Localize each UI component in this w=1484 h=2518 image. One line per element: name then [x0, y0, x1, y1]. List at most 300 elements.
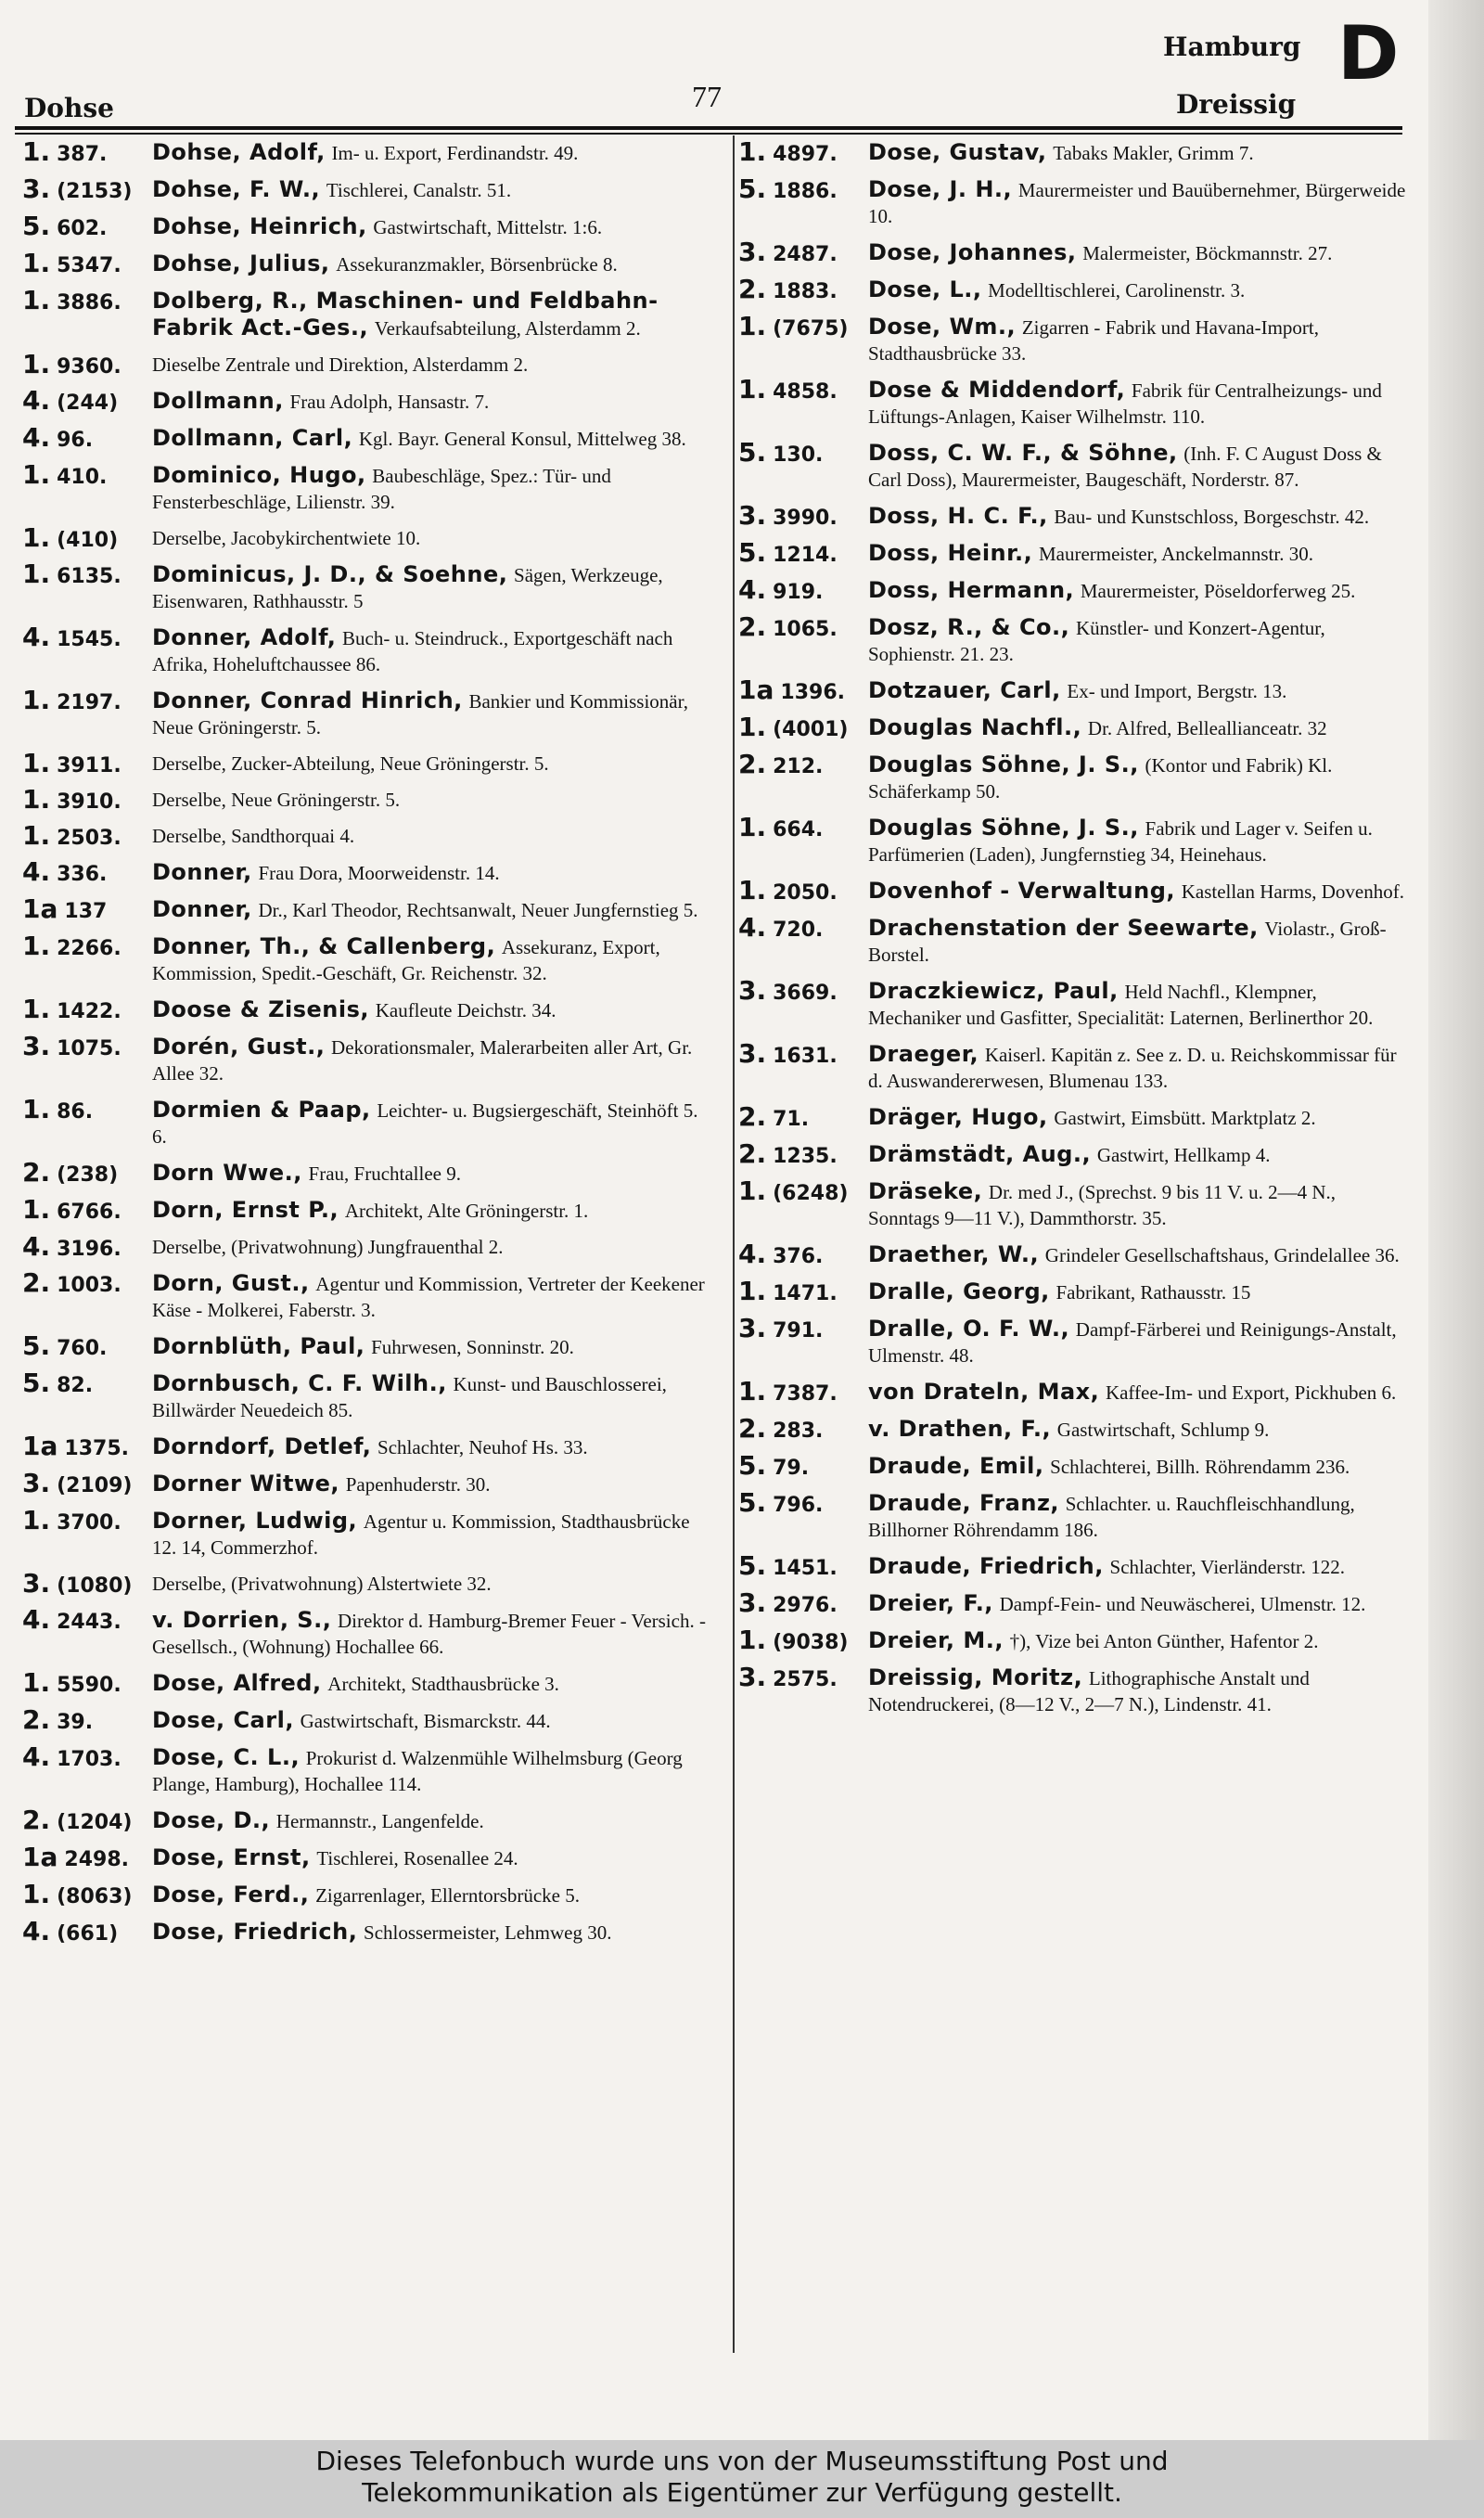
subscriber-name: Dose, Ferd.,	[152, 1882, 310, 1908]
directory-entry	[738, 1627, 1410, 1654]
phone-number: 1631.	[773, 1045, 838, 1068]
directory-entry	[738, 1550, 1410, 1581]
subscriber-name: Dorner, Ludwig,	[152, 1508, 358, 1534]
subscriber-name: Doss, Heinr.,	[868, 540, 1033, 566]
entry-number	[738, 1038, 868, 1070]
entry-number	[22, 1667, 152, 1699]
subscriber-details: Tabaks Makler, Grimm 7.	[1053, 142, 1254, 164]
exchange-office: 2.	[738, 274, 767, 304]
subscriber-name: Donner,	[152, 859, 252, 885]
directory-entry	[738, 173, 1410, 229]
subscriber-details: Fuhrwesen, Sonninstr. 20.	[371, 1336, 574, 1358]
exchange-office: 1.	[22, 459, 51, 490]
entry-number	[22, 1505, 152, 1536]
exchange-office: 3.	[738, 975, 767, 1006]
phone-number: 720.	[773, 919, 824, 942]
exchange-office: 3.	[738, 1587, 767, 1618]
directory-entry	[738, 875, 1410, 906]
subscriber-name: Doss, C. W. F., & Söhne,	[868, 440, 1178, 466]
entry-number	[22, 422, 152, 454]
entry-number	[22, 624, 152, 653]
directory-entry	[22, 893, 714, 924]
subscriber-name: Dräseke,	[868, 1178, 983, 1204]
subscriber-details: Dampf-Fein- und Neuwäscherei, Ulmenstr. 12.	[999, 1593, 1366, 1615]
header-rule-thick	[15, 126, 1402, 130]
exchange-office: 1.	[22, 522, 51, 553]
subscriber-name: Dorn, Gust.,	[152, 1270, 310, 1296]
phone-number: 336.	[57, 863, 108, 886]
subscriber-details: Derselbe, (Privatwohnung) Alstertwiete 32.	[152, 1573, 492, 1595]
phone-number: 82.	[57, 1374, 94, 1397]
subscriber-name: Dollmann,	[152, 388, 284, 414]
entry-number	[738, 674, 868, 706]
entry-number	[738, 875, 868, 906]
footer-notice	[0, 2440, 1484, 2518]
subscriber-name: Draude, Emil,	[868, 1453, 1044, 1479]
phone-number: 7387.	[773, 1382, 838, 1406]
entry-number	[738, 975, 868, 1007]
directory-entry	[738, 975, 1410, 1031]
exchange-office: 5.	[738, 1450, 767, 1481]
phone-number: 86.	[57, 1100, 94, 1124]
directory-entry	[22, 820, 714, 851]
phone-number: (7675)	[773, 317, 849, 340]
entry-number	[22, 1604, 152, 1636]
phone-number: (661)	[57, 1922, 119, 1946]
exchange-office: 1.	[22, 784, 51, 815]
subscriber-name: Dohse, F. W.,	[152, 176, 321, 202]
directory-entry	[22, 1844, 714, 1871]
subscriber-details: Malermeister, Böckmannstr. 27.	[1082, 242, 1333, 264]
phone-number: 791.	[773, 1319, 824, 1343]
entry-number	[738, 1138, 868, 1170]
subscriber-details: Gastwirt, Hellkamp 4.	[1096, 1144, 1271, 1166]
subscriber-details: Prokurist d. Walzenmühle Wilhelmsburg (Georg Plange, Hamburg), Hochallee 114.	[152, 1747, 683, 1795]
column-divider	[733, 135, 735, 2353]
subscriber-details: Buch- u. Steindruck., Exportgeschäft nach Afrika, Hoheluftchaussee 86.	[152, 627, 673, 675]
entry-number	[738, 574, 868, 606]
directory-entry	[738, 1587, 1410, 1618]
subscriber-details: Maurermeister, Pöseldorferweg 25.	[1080, 580, 1356, 602]
phone-number: 137	[64, 900, 108, 923]
exchange-office: 1.	[22, 559, 51, 589]
entry-number	[738, 1175, 868, 1207]
subscriber-details: Kgl. Bayr. General Konsul, Mittelweg 38.	[358, 428, 686, 450]
header-rule-thin	[15, 133, 1402, 135]
subscriber-details: Fabrik und Lager v. Seifen u. Parfümerien (Laden), Jungfernstieg 34, Heinehaus.	[868, 817, 1373, 866]
subscriber-details: Violastr., Groß-Borstel.	[868, 918, 1387, 966]
exchange-office: 1.	[738, 1276, 767, 1306]
subscriber-name: Doss, H. C. F.,	[868, 503, 1048, 529]
directory-entry	[738, 812, 1410, 867]
entry-number	[22, 1031, 152, 1062]
subscriber-name: Dreier, M.,	[868, 1627, 1004, 1653]
subscriber-name: Dorndorf, Detlef,	[152, 1433, 372, 1459]
subscriber-name: Dollmann, Carl,	[152, 425, 353, 451]
entry-number	[22, 173, 152, 205]
directory-entry	[22, 349, 714, 379]
phone-number: 3669.	[773, 982, 838, 1005]
subscriber-name: Dreier, F.,	[868, 1590, 993, 1616]
phone-number: 2575.	[773, 1668, 838, 1691]
subscriber-details: Gastwirt, Eimsbütt. Marktplatz 2.	[1054, 1107, 1316, 1129]
directory-entry	[22, 1267, 714, 1323]
directory-entry	[22, 1433, 714, 1460]
phone-number: 1214.	[773, 544, 838, 567]
exchange-office: 4.	[22, 1231, 51, 1262]
subscriber-details: Sägen, Werkzeuge, Eisenwaren, Rathhausstr. 5	[152, 564, 663, 612]
phone-number: 3911.	[57, 754, 122, 777]
subscriber-details: Grindeler Gesellschaftshaus, Grindelallee 36.	[1044, 1244, 1400, 1266]
subscriber-details: Assekuranzmakler, Börsenbrücke 8.	[336, 253, 618, 276]
phone-number: 376.	[773, 1245, 824, 1268]
exchange-office: 1.	[22, 1667, 51, 1698]
directory-entry	[22, 522, 714, 553]
exchange-office: 5.	[738, 437, 767, 468]
subscriber-name: Donner,	[152, 896, 252, 922]
exchange-office: 1.	[22, 994, 51, 1024]
footer-line-1: Dieses Telefonbuch wurde uns von der Museumsstiftung Post und	[315, 2446, 1169, 2476]
entry-number	[22, 1330, 152, 1362]
exchange-office: 4.	[22, 422, 51, 453]
entry-number	[738, 1241, 868, 1270]
entry-number	[738, 173, 868, 205]
subscriber-name: Dosz, R., & Co.,	[868, 614, 1070, 640]
directory-entry	[738, 1313, 1410, 1368]
entry-number	[738, 239, 868, 268]
phone-number: 387.	[57, 143, 108, 166]
subscriber-details: Verkaufsabteilung, Alsterdamm 2.	[374, 317, 641, 340]
directory-entry	[22, 1667, 714, 1698]
phone-number: (4001)	[773, 718, 849, 741]
phone-number: 283.	[773, 1420, 824, 1443]
subscriber-details: Dieselbe Zentrale und Direktion, Alsterdamm 2.	[152, 353, 529, 376]
entry-number	[22, 1916, 152, 1947]
entry-number	[22, 996, 152, 1025]
exchange-office: 2.	[738, 749, 767, 779]
directory-entry	[738, 1278, 1410, 1305]
entry-number	[22, 1194, 152, 1226]
exchange-office: 3.	[22, 173, 51, 204]
phone-number: 39.	[57, 1711, 94, 1734]
directory-entry	[738, 674, 1410, 705]
subscriber-details: (Kontor und Fabrik) Kl. Schäferkamp 50.	[868, 754, 1333, 803]
directory-entry	[738, 714, 1410, 741]
directory-entry	[22, 285, 714, 341]
directory-entry	[22, 1370, 714, 1423]
exchange-office: 4.	[22, 1916, 51, 1946]
subscriber-details: Dr. med J., (Sprechst. 9 bis 11 V. u. 2—4 N., Sonntags 9—11 V.), Dammthorstr. 35.	[868, 1181, 1337, 1229]
subscriber-name: Dornblüth, Paul,	[152, 1333, 365, 1359]
directory-entry	[738, 1175, 1410, 1231]
entry-number	[22, 213, 152, 242]
entry-number	[738, 136, 868, 168]
directory-entry	[22, 1505, 714, 1561]
subscriber-details: (Inh. F. C August Doss & Carl Doss), Maurermeister, Baugeschäft, Norderstr. 87.	[868, 443, 1382, 491]
subscriber-name: Doose & Zisenis,	[152, 996, 370, 1022]
subscriber-details: Schlachter. u. Rauchfleischhandlung, Billhorner Röhrendamm 186.	[868, 1493, 1355, 1541]
entry-number	[738, 537, 868, 569]
entry-number	[22, 385, 152, 417]
exchange-office: 3.	[738, 500, 767, 531]
page-edge-shadow	[1428, 0, 1484, 2440]
entry-number	[738, 437, 868, 469]
phone-number: 602.	[57, 217, 108, 240]
exchange-office: 5.	[22, 1330, 51, 1361]
subscriber-details: Leichter- u. Bugsiergeschäft, Steinhöft 5. 6.	[152, 1099, 698, 1148]
exchange-office: 2.	[738, 611, 767, 642]
directory-entry	[22, 996, 714, 1023]
subscriber-name: Dose, L.,	[868, 276, 982, 302]
directory-entry	[22, 136, 714, 167]
subscriber-details: Dekorationsmaler, Malerarbeiten aller Art, Gr. Allee 32.	[152, 1036, 693, 1085]
exchange-office: 4.	[22, 622, 51, 652]
phone-number: 2266.	[57, 937, 122, 960]
subscriber-details: Fabrik für Centralheizungs- und Lüftungs-Anlagen, Kaiser Wilhelmstr. 110.	[868, 379, 1382, 428]
subscriber-details: Lithographische Anstalt und Notendruckerei, (8—12 V., 2—7 N.), Lindenstr. 41.	[868, 1667, 1310, 1715]
left-column	[22, 136, 714, 1956]
exchange-office: 4.	[22, 1604, 51, 1635]
subscriber-name: Dorn, Ernst P.,	[152, 1197, 339, 1223]
phone-number: 796.	[773, 1494, 824, 1517]
subscriber-details: Derselbe, Jacobykirchentwiete 10.	[152, 527, 421, 549]
phone-number: (1204)	[57, 1811, 133, 1834]
phone-number: 212.	[773, 755, 824, 778]
subscriber-name: Dose, Ernst,	[152, 1844, 311, 1870]
exchange-office: 1.	[22, 748, 51, 778]
exchange-office: 1.	[22, 1879, 51, 1909]
directory-entry	[738, 1101, 1410, 1132]
entry-number	[22, 459, 152, 491]
directory-entry	[738, 1450, 1410, 1481]
entry-number	[738, 1413, 868, 1445]
subscriber-details: Kaiserl. Kapitän z. See z. D. u. Reichskommissar für d. Auswandererwesen, Blumenau 133.	[868, 1044, 1397, 1092]
subscriber-details: Gastwirtschaft, Bismarckstr. 44.	[300, 1710, 551, 1732]
exchange-office: 1a	[22, 1842, 58, 1872]
exchange-office: 1a	[22, 893, 58, 924]
subscriber-name: Dose, Gustav,	[868, 139, 1047, 165]
subscriber-name: Dornbusch, C. F. Wilh.,	[152, 1370, 447, 1396]
phone-number: 1545.	[57, 628, 122, 651]
exchange-office: 3.	[738, 1313, 767, 1343]
phone-number: (2109)	[57, 1474, 133, 1497]
exchange-office: 1.	[738, 812, 767, 842]
subscriber-details: Hermannstr., Langenfelde.	[275, 1810, 484, 1832]
exchange-office: 1.	[22, 931, 51, 961]
subscriber-details: Maurermeister, Anckelmannstr. 30.	[1038, 543, 1313, 565]
exchange-office: 5.	[738, 173, 767, 204]
directory-entry	[738, 1664, 1410, 1717]
subscriber-name: Douglas Nachfl.,	[868, 714, 1082, 740]
directory-entry	[738, 311, 1410, 366]
entry-number	[738, 1664, 868, 1693]
subscriber-name: von Drateln, Max,	[868, 1379, 1100, 1405]
subscriber-name: Douglas Söhne, J. S.,	[868, 815, 1139, 841]
exchange-office: 2.	[22, 1267, 51, 1298]
phone-number: 1396.	[780, 681, 845, 704]
subscriber-name: Draeger,	[868, 1041, 979, 1067]
phone-number: 919.	[773, 581, 824, 604]
subscriber-name: Drämstädt, Aug.,	[868, 1141, 1092, 1167]
exchange-office: 3.	[738, 1038, 767, 1069]
phone-number: 3196.	[57, 1238, 122, 1261]
entry-number	[738, 611, 868, 643]
directory-entry	[22, 1807, 714, 1834]
subscriber-details: Derselbe, Zucker-Abteilung, Neue Gröningerstr. 5.	[152, 752, 549, 775]
phone-number: 3886.	[57, 291, 122, 315]
subscriber-details: Zigarrenlager, Ellerntorsbrücke 5.	[315, 1884, 580, 1907]
exchange-office: 5.	[738, 1487, 767, 1518]
directory-entry	[22, 1330, 714, 1361]
directory-entry	[22, 1604, 714, 1660]
entry-number	[22, 687, 152, 716]
running-head-left: Dohse	[24, 93, 114, 123]
entry-number	[22, 349, 152, 380]
directory-entry	[22, 1157, 714, 1188]
phone-number: 1883.	[773, 280, 838, 303]
phone-number: 3990.	[773, 507, 838, 530]
entry-number	[738, 1376, 868, 1407]
phone-number: 2050.	[773, 881, 838, 905]
exchange-office: 2.	[22, 1805, 51, 1835]
phone-number: 760.	[57, 1337, 108, 1360]
subscriber-name: Dose & Middendorf,	[868, 377, 1126, 403]
entry-number	[738, 500, 868, 532]
subscriber-name: Dohse, Julius,	[152, 251, 330, 276]
subscriber-name: v. Dorrien, S.,	[152, 1607, 332, 1633]
exchange-office: 2.	[22, 1704, 51, 1735]
subscriber-name: Dotzauer, Carl,	[868, 677, 1061, 703]
directory-entry	[22, 1741, 714, 1797]
phone-number: 6766.	[57, 1201, 122, 1224]
directory-entry	[738, 574, 1410, 605]
directory-entry	[738, 276, 1410, 303]
phone-number: 96.	[57, 429, 94, 452]
subscriber-name: Drachenstation der Seewarte,	[868, 915, 1259, 941]
subscriber-details: Architekt, Stadthausbrücke 3.	[327, 1673, 559, 1695]
exchange-office: 1.	[738, 1175, 767, 1206]
directory-entry	[22, 248, 714, 278]
entry-number	[22, 1704, 152, 1736]
entry-number	[22, 1157, 152, 1188]
subscriber-details: Architekt, Alte Gröningerstr. 1.	[344, 1200, 589, 1222]
entry-number	[738, 1627, 868, 1656]
subscriber-name: Donner, Conrad Hinrich,	[152, 687, 463, 713]
subscriber-details: Gastwirtschaft, Mittelstr. 1:6.	[373, 216, 603, 238]
subscriber-details: Bankier und Kommissionär, Neue Gröningerstr. 5.	[152, 690, 689, 739]
exchange-office: 5.	[22, 1368, 51, 1398]
subscriber-name: Dreissig, Moritz,	[868, 1664, 1083, 1690]
phone-number: 5347.	[57, 254, 122, 277]
exchange-office: 1.	[22, 136, 51, 167]
subscriber-details: Derselbe, (Privatwohnung) Jungfrauenthal 2.	[152, 1236, 504, 1258]
phone-number: (8063)	[57, 1885, 133, 1908]
entry-number	[738, 1313, 868, 1344]
directory-entry	[738, 374, 1410, 430]
subscriber-name: Draczkiewicz, Paul,	[868, 978, 1119, 1004]
subscriber-name: Dralle, Georg,	[868, 1278, 1050, 1304]
directory-entry	[738, 1487, 1410, 1543]
subscriber-name: Dose, C. L.,	[152, 1744, 301, 1770]
subscriber-details: Dr., Karl Theodor, Rechtsanwalt, Neuer Jungfernstieg 5.	[258, 899, 698, 921]
directory-entry	[22, 1568, 714, 1599]
subscriber-name: v. Drathen, F.,	[868, 1416, 1052, 1442]
subscriber-details: Dampf-Färberei und Reinigungs-Anstalt, Ulmenstr. 48.	[868, 1318, 1397, 1367]
entry-number	[738, 1587, 868, 1619]
running-head-right: Dreissig	[1176, 89, 1297, 120]
exchange-office: 1.	[22, 1094, 51, 1124]
entry-number	[22, 748, 152, 779]
entry-number	[22, 1468, 152, 1499]
subscriber-name: Dose, Friedrich,	[152, 1919, 358, 1945]
phone-number: 1375.	[64, 1437, 129, 1460]
phone-number: 1451.	[773, 1557, 838, 1580]
entry-number	[22, 1370, 152, 1399]
subscriber-name: Dorn Wwe.,	[152, 1160, 302, 1186]
subscriber-details: Baubeschläge, Spez.: Tür- und Fensterbeschläge, Lilienstr. 39.	[152, 465, 611, 513]
entry-number	[738, 1550, 868, 1582]
subscriber-name: Dose, D.,	[152, 1807, 271, 1833]
phone-number: 5590.	[57, 1674, 122, 1697]
subscriber-details: Papenhuderstr. 30.	[345, 1473, 491, 1496]
entry-number	[738, 912, 868, 944]
subscriber-details: Kastellan Harms, Dovenhof.	[1181, 880, 1404, 903]
entry-number	[22, 933, 152, 962]
directory-entry	[22, 624, 714, 677]
directory-entry	[738, 912, 1410, 968]
phone-number: (6248)	[773, 1182, 849, 1205]
entry-number	[22, 893, 152, 925]
subscriber-details: Direktor d. Hamburg-Bremer Feuer - Versich. - Gesellsch., (Wohnung) Hochallee 66.	[152, 1610, 706, 1658]
subscriber-details: Assekuranz, Export, Kommission, Spedit.-Geschäft, Gr. Reichenstr. 32.	[152, 936, 660, 984]
subscriber-details: Derselbe, Sandthorquai 4.	[152, 825, 355, 847]
entry-number	[738, 812, 868, 843]
exchange-office: 1.	[738, 136, 767, 167]
subscriber-details: Kaffee-Im- und Export, Pickhuben 6.	[1105, 1381, 1397, 1404]
exchange-office: 3.	[22, 1568, 51, 1599]
exchange-office: 1.	[22, 285, 51, 315]
subscriber-name: Dorner Witwe,	[152, 1471, 340, 1497]
subscriber-details: Modelltischlerei, Carolinenstr. 3.	[988, 279, 1246, 302]
directory-entry	[22, 561, 714, 614]
exchange-office: 1a	[22, 1431, 58, 1461]
exchange-office: 4.	[738, 574, 767, 605]
footer-line-2: Telekommunikation als Eigentümer zur Verfügung gestellt.	[362, 2477, 1122, 2508]
directory-entry	[22, 687, 714, 740]
phone-number: (9038)	[773, 1631, 849, 1654]
subscriber-details: Kaufleute Deichstr. 34.	[375, 999, 556, 1021]
subscriber-details: Frau, Fruchtallee 9.	[308, 1163, 461, 1185]
entry-number	[22, 522, 152, 554]
subscriber-name: Donner, Th., & Callenberg,	[152, 933, 496, 959]
directory-entry	[22, 1468, 714, 1498]
subscriber-name: Donner, Adolf,	[152, 624, 337, 650]
directory-entry	[22, 856, 714, 887]
exchange-office: 1.	[22, 685, 51, 715]
subscriber-details: Ex- und Import, Bergstr. 13.	[1067, 680, 1287, 702]
directory-entry	[738, 500, 1410, 531]
subscriber-name: Dose, Johannes,	[868, 239, 1077, 265]
exchange-office: 3.	[22, 1031, 51, 1061]
entry-number	[22, 1267, 152, 1299]
entry-number	[22, 136, 152, 168]
directory-entry	[22, 1094, 714, 1150]
page-number: 77	[692, 80, 722, 113]
phone-number: 130.	[773, 443, 824, 467]
entry-number	[22, 820, 152, 852]
directory-entry	[738, 749, 1410, 804]
directory-entry	[22, 784, 714, 815]
